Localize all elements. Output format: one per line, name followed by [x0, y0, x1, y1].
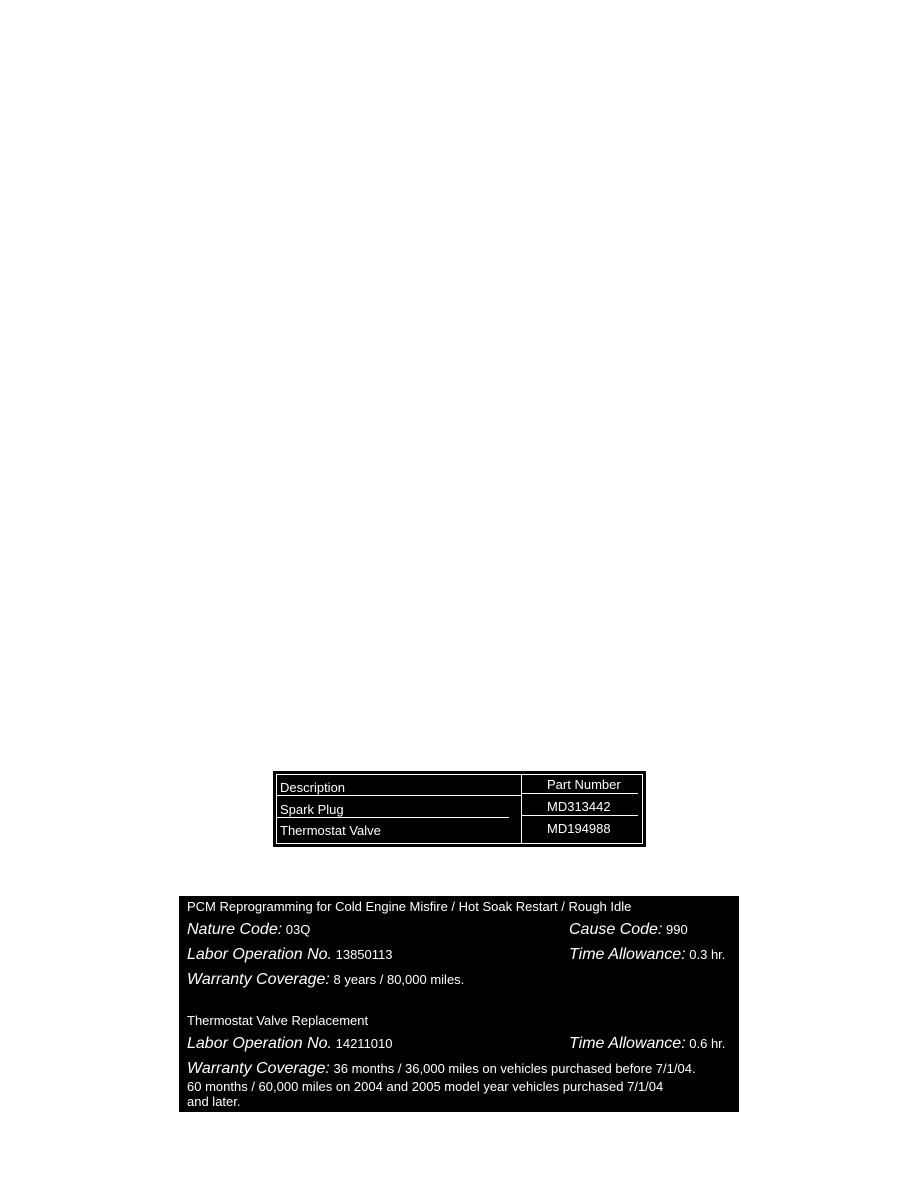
- thermostat-title: Thermostat Valve Replacement: [187, 1013, 369, 1028]
- time-allowance-label: Time Allowance:: [569, 946, 686, 963]
- labor-operations-box: [179, 896, 739, 1112]
- labor-operation-value: 13850113: [335, 947, 393, 962]
- row-part-number: MD194988: [547, 821, 611, 836]
- row-divider: [522, 815, 638, 816]
- cause-code-value: 990: [666, 922, 688, 937]
- row-description: Thermostat Valve: [280, 823, 381, 838]
- nature-code-value: 03Q: [285, 922, 311, 937]
- warranty-coverage: [187, 1061, 696, 1077]
- pcm-title: PCM Reprogramming for Cold Engine Misfire / Hot Soak Restart / Rough Idle: [187, 899, 632, 914]
- time-allowance-value: 0.6 hr.: [689, 1036, 726, 1051]
- row-part-number: MD313442: [547, 799, 611, 814]
- cause-code: [569, 922, 688, 938]
- time-allowance: [569, 947, 725, 963]
- warranty-coverage-value: 36 months / 36,000 miles on vehicles purchased before 7/1/04.: [333, 1061, 696, 1076]
- warranty-coverage: [187, 972, 464, 988]
- header-description: Description: [280, 780, 346, 795]
- warranty-coverage-label: Warranty Coverage:: [187, 1060, 330, 1077]
- time-allowance: [569, 1036, 725, 1052]
- row-description: Spark Plug: [280, 802, 344, 817]
- cause-code-label: Cause Code:: [569, 921, 663, 938]
- header-part-number: Part Number: [547, 777, 621, 792]
- row-divider: [522, 793, 638, 794]
- nature-code: [187, 922, 310, 938]
- warranty-coverage-label: Warranty Coverage:: [187, 971, 330, 988]
- labor-operation: [187, 947, 392, 963]
- column-divider: [521, 774, 522, 844]
- labor-operation-label: Labor Operation No.: [187, 1035, 332, 1052]
- time-allowance-value: 0.3 hr.: [689, 947, 726, 962]
- nature-code-label: Nature Code:: [187, 921, 283, 938]
- warranty-coverage-line: 60 months / 60,000 miles on 2004 and 2005 model year vehicles purchased 7/1/04: [187, 1079, 664, 1094]
- time-allowance-label: Time Allowance:: [569, 1035, 686, 1052]
- parts-table: [273, 771, 646, 847]
- row-divider: [277, 843, 501, 844]
- labor-operation: [187, 1036, 392, 1052]
- warranty-coverage-line: and later.: [187, 1094, 241, 1109]
- labor-operation-label: Labor Operation No.: [187, 946, 332, 963]
- labor-operation-value: 14211010: [335, 1036, 393, 1051]
- warranty-coverage-value: 8 years / 80,000 miles.: [333, 972, 465, 987]
